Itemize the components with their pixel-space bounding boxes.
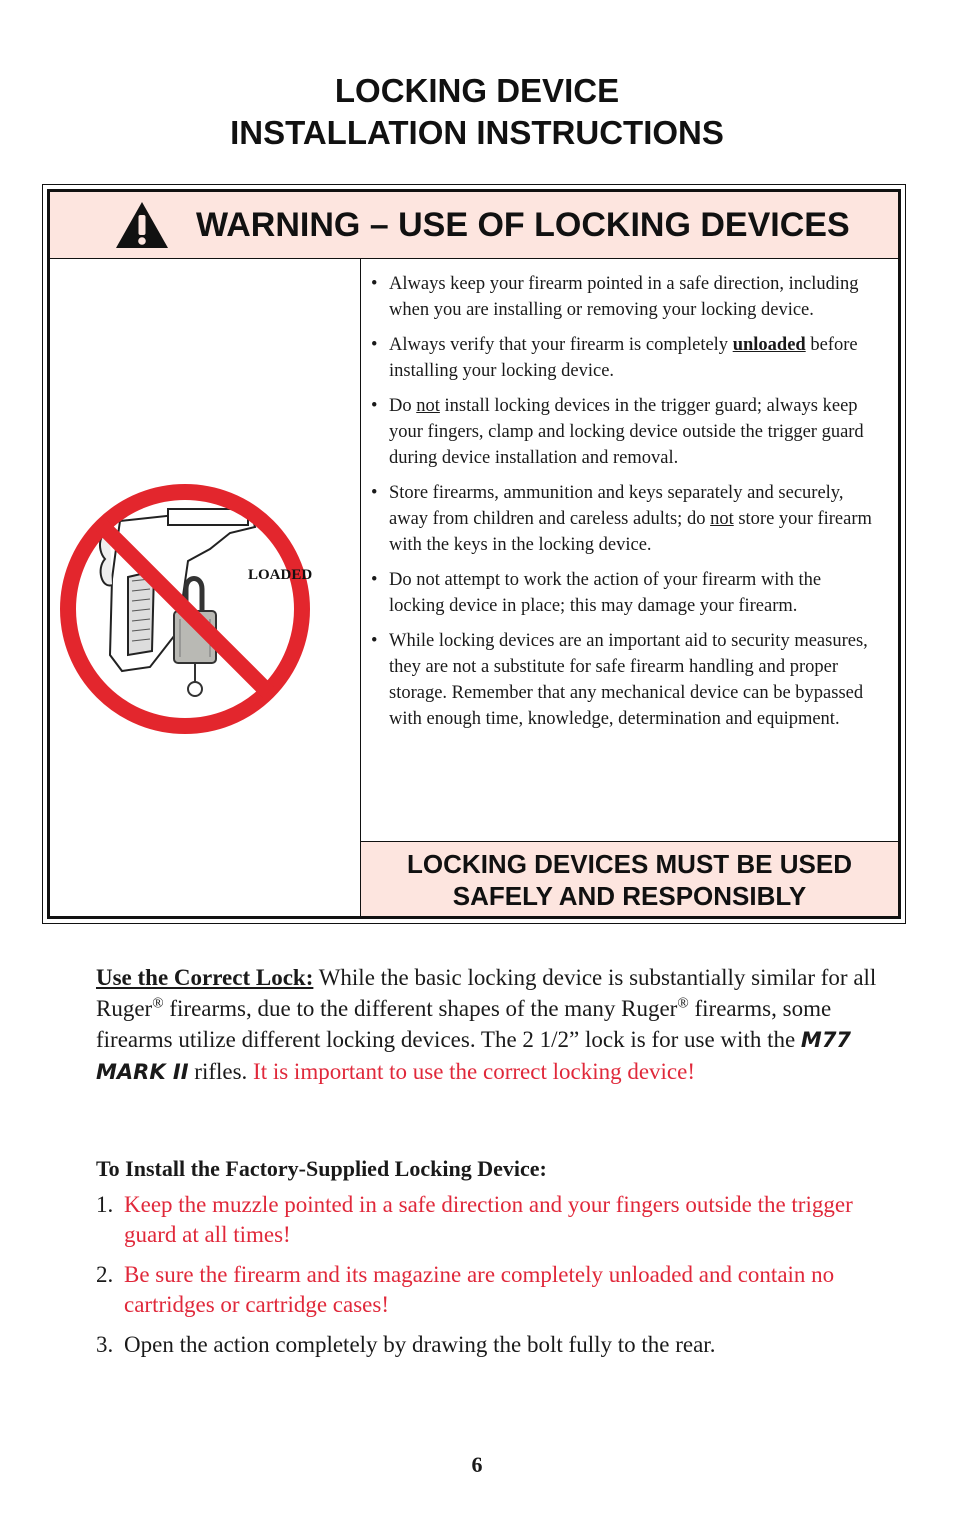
loaded-label: LOADED xyxy=(248,567,313,583)
correct-lock-warning: It is important to use the correct locking device! xyxy=(253,1059,696,1084)
page-number: 6 xyxy=(471,1452,483,1477)
correct-lock-paragraph: Use the Correct Lock: While the basic locking device is substantially similar for all Ruger® firearms, due to the different shapes of the many Ruger® firearms, some firearms utilize different locking devices. The 2 1/2” lock is for use with the M77 MARK II rifles. It is important to use the correct locking device! xyxy=(96,965,877,1084)
no-loaded-gun-illustration xyxy=(50,259,361,916)
install-step-2: 2. Be sure the firearm and its magazine are completely unloaded and contain no cartridges or cartridge cases! xyxy=(96,1262,835,1317)
warning-triangle-icon xyxy=(114,200,170,250)
install-heading: To Install the Factory-Supplied Locking Device: xyxy=(96,1156,547,1181)
warning-bullet-3: • Do not install locking devices in the trigger guard; always keep your fingers, clamp and locking device outside the trigger guard during device installation and removal. xyxy=(371,396,864,468)
warning-bullet-2: • Always verify that your firearm is completely unloaded before installing your locking device. xyxy=(371,335,858,381)
page-title xyxy=(0,70,954,154)
not-emphasis: not xyxy=(416,396,440,416)
warning-bullet-6: • While locking devices are an important aid to security measures, they are not a substitute for safe firearm handling and proper storage. Remember that any mechanical device can be bypassed with enough time, knowledge, determination and equipment. xyxy=(371,631,868,729)
must-be-used-safely-banner: LOCKING DEVICES MUST BE USED SAFELY AND RESPONSIBLY xyxy=(361,841,898,916)
prohibited-loaded-pistol-icon xyxy=(50,259,360,919)
warning-bullet-4: • Store firearms, ammunition and keys separately and securely, away from children and careless adults; do not store your firearm with the keys in the locking device. xyxy=(371,483,872,555)
model-name: M77 MARK II xyxy=(96,1028,852,1084)
warning-box-inner xyxy=(47,189,901,919)
warning-bullet-list xyxy=(371,271,881,741)
title-line-1: LOCKING DEVICE xyxy=(334,72,620,109)
unloaded-emphasis: unloaded xyxy=(732,335,806,355)
warning-box xyxy=(42,184,906,924)
title-line-2: INSTALLATION INSTRUCTIONS xyxy=(230,114,724,151)
warning-bullet-1: • Always keep your firearm pointed in a safe direction, including when you are installing or removing your locking device. xyxy=(371,274,859,320)
not-emphasis: not xyxy=(710,509,734,529)
install-step-3: 3. Open the action completely by drawing the bolt fully to the rear. xyxy=(96,1332,716,1357)
install-steps xyxy=(96,1190,901,1370)
install-step-1: 1. Keep the muzzle pointed in a safe direction and your fingers outside the trigger guard at all times! xyxy=(96,1192,853,1247)
warning-bullets-column xyxy=(361,259,898,916)
warning-header-text: WARNING – USE OF LOCKING DEVICES xyxy=(196,205,850,244)
correct-lock-lead: Use the Correct Lock: xyxy=(96,965,314,990)
warning-bullet-5: • Do not attempt to work the action of your firearm with the locking device in place; this may damage your firearm. xyxy=(371,570,822,616)
warning-header xyxy=(50,192,898,259)
